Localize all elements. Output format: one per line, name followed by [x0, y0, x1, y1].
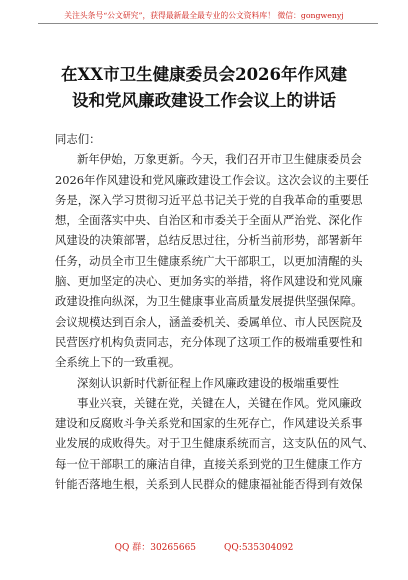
paragraph-line: 每一位干部职工的廉洁自律，直接关系到党的卫生健康工作方 — [55, 456, 363, 471]
footer-qq-contact: QQ:535304092 — [224, 543, 294, 553]
document-body — [55, 129, 374, 494]
paragraph-line: 建设和反腐败斗争关系党和国家的生死存亡，作风建设关系事 — [55, 416, 363, 431]
footer-qq-group: QQ 群：30265665 — [114, 543, 197, 553]
paragraph-line: 务是，深入学习贯彻习近平总书记关于党的自我革命的重要思 — [55, 192, 363, 207]
paragraph-line: 任务，动员全市卫生健康系统广大干部职工，以更加清醒的头 — [55, 253, 363, 268]
paragraph-line: 会议规模达到百余人，涵盖委机关、委属单位、市人民医院及 — [55, 314, 363, 329]
paragraph-line: 业发展的成败得失。对于卫生健康系统而言，这支队伍的风气、 — [55, 436, 374, 451]
paragraph-line: 全系统上下的一致重视。 — [55, 355, 181, 370]
paragraph-line: 事业兴衰，关键在党，关键在人，关键在作风。党风廉政 — [77, 395, 362, 410]
paragraph-line: 风建设的决策部署，总结反思过往，分析当前形势，部署新年 — [55, 233, 363, 248]
paragraph-line: 2026年作风建设和党风廉政建设工作会议。这次会议的主要任 — [55, 172, 369, 187]
header-divider — [38, 23, 378, 24]
paragraph-line: 脑、更加坚定的决心、更加务实的举措，将作风建设和党风廉 — [55, 274, 363, 289]
paragraph-line: 民营医疗机构负责同志，充分体现了这项工作的极端重要性和 — [55, 334, 363, 349]
footer-contact — [0, 540, 408, 553]
paragraph-line: 针能否落地生根，关系到人民群众的健康福祉能否得到有效保 — [55, 477, 363, 492]
title-line: 设和党风廉政建设工作会议上的讲话 — [72, 91, 336, 110]
paragraph-line: 想，全面落实中央、自治区和市委关于全面从严治党、深化作 — [55, 213, 363, 228]
document-title — [0, 62, 408, 114]
title-line: 在XX市卫生健康委员会2026年作风建 — [60, 65, 348, 84]
salutation: 同志们： — [55, 132, 101, 146]
section-heading: 深刻认识新时代新征程上作风廉政建设的极端重要性 — [77, 375, 339, 390]
header-notice: 关注头条号“公文研究”，获得最新最全最专业的公文资料库！ 微信：gongwenyj — [64, 11, 344, 20]
paragraph-line: 新年伊始，万象更新。今天，我们召开市卫生健康委员会 — [77, 152, 362, 167]
paragraph-line: 政建设推向纵深，为卫生健康事业高质量发展提供坚强保障。 — [55, 294, 363, 309]
